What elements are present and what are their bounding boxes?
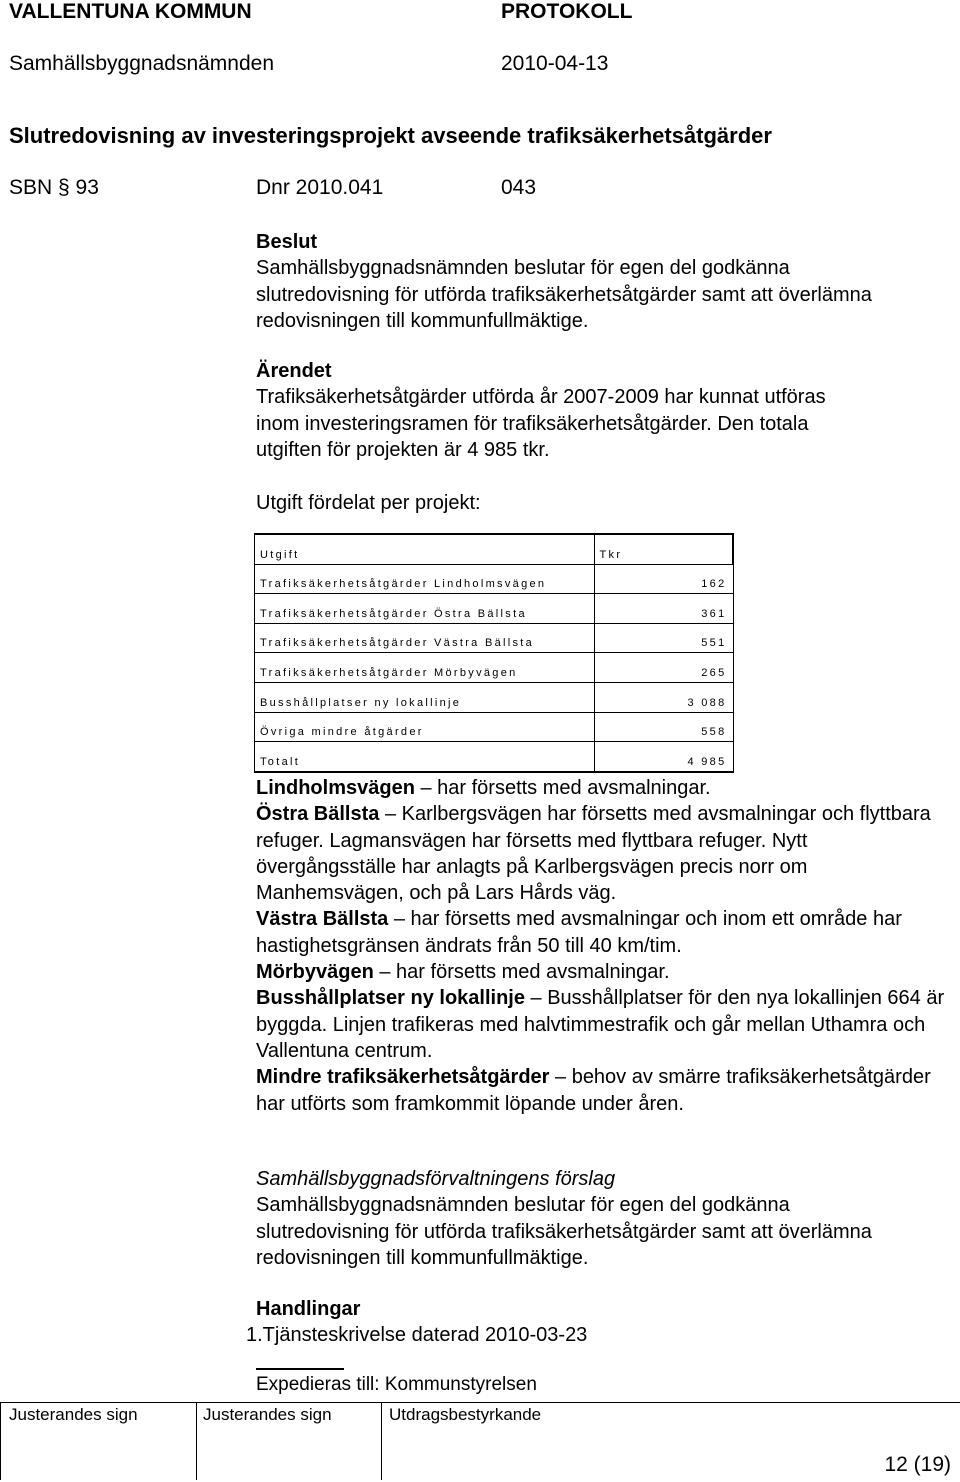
detail-title: Mörbyvägen — [256, 961, 374, 984]
forslag-line: redovisningen till kommunfullmäktige. — [256, 1246, 589, 1269]
detail-text: – Busshållplatser för den nya lokallinjen 664 är byggda. Linjen trafikeras med halvtimmestrafik och går mellan Uthamra och Vallentuna centrum. — [256, 987, 945, 1062]
forslag-heading: Samhällsbyggnadsförvaltningens förslag — [256, 1168, 616, 1190]
row-value: 551 — [594, 623, 733, 653]
footer-top-border — [0, 1402, 960, 1403]
row-value: 361 — [594, 594, 733, 624]
detail-title: Lindholmsvägen — [256, 777, 415, 799]
detail-paragraph — [256, 801, 946, 906]
row-value: 558 — [594, 712, 733, 742]
meeting-date: 2010-04-13 — [501, 52, 609, 75]
beslut-section — [256, 229, 956, 334]
page-number: 12 (19) — [884, 1453, 951, 1476]
forslag-line: slutredovisning för utförda trafiksäkerhetsåtgärder samt att överlämna — [256, 1220, 872, 1243]
detail-text: – har försetts med avsmalningar. — [373, 961, 670, 984]
table-header-row — [255, 534, 734, 564]
detail-paragraph — [256, 1064, 936, 1117]
arendet-line: inom investeringsramen för trafiksäkerhetsåtgärder. Den totala — [256, 412, 809, 435]
arendet-heading: Ärendet — [256, 360, 332, 382]
separator-line — [256, 1368, 344, 1370]
utdragsbestyrkande: Utdragsbestyrkande — [389, 1405, 542, 1424]
detail-paragraph — [256, 959, 956, 985]
row-value: 265 — [594, 653, 733, 683]
detail-text: – har försetts med avsmalningar och inom ett område har hastighetsgränsen ändrats från 50 till 40 km/tim. — [256, 908, 902, 957]
row-value: 162 — [594, 564, 733, 594]
detail-text: – Karlbergsvägen har försetts med avsmalningar och flyttbara refuger. Lagmansvägen har försetts med flyttbara refuger. Nytt övergångsställe har anlagts på Karlbergsvägen precis norr om Manhemsvägen, och på Lars Hårds väg. — [256, 803, 931, 905]
row-value: 3 088 — [594, 682, 733, 712]
beslut-line: slutredovisning för utförda trafiksäkerhetsåtgärder samt att överlämna — [256, 283, 872, 306]
detail-paragraph — [256, 775, 956, 801]
detail-paragraph — [256, 985, 956, 1064]
cost-table — [254, 533, 734, 773]
footer-divider — [0, 1402, 1, 1480]
arendet-section — [256, 358, 956, 463]
doc-type: PROTOKOLL — [501, 0, 633, 23]
row-label: Trafiksäkerhetsåtgärder Mörbyvägen — [255, 653, 595, 683]
board-name: Samhällsbyggnadsnämnden — [9, 52, 275, 75]
beslut-heading: Beslut — [256, 231, 318, 253]
total-value: 4 985 — [594, 742, 733, 772]
detail-title: Östra Bällsta — [256, 803, 380, 826]
page-title: Slutredovisning av investeringsprojekt avseende trafiksäkerhetsåtgärder — [9, 123, 772, 148]
row-label: Trafiksäkerhetsåtgärder Östra Bällsta — [255, 594, 595, 624]
detail-text: – behov av smärre trafiksäkerhetsåtgärder har utförts som framkommit löpande under åren. — [256, 1066, 931, 1115]
detail-title: Västra Bällsta — [256, 908, 389, 931]
expedieras-text: Expedieras till: Kommunstyrelsen — [256, 1374, 537, 1395]
arendet-line: Trafiksäkerhetsåtgärder utförda år 2007-2009 har kunnat utföras — [256, 386, 826, 409]
table-row — [255, 564, 734, 594]
detail-title: Busshållplatser ny lokallinje — [256, 987, 525, 1010]
header-utgift: Utgift — [255, 534, 595, 564]
table-total-row — [255, 742, 734, 772]
footer-divider — [196, 1402, 197, 1480]
beslut-line: redovisningen till kommunfullmäktige. — [256, 309, 589, 332]
forslag-section — [256, 1166, 956, 1271]
table-row — [255, 682, 734, 712]
header-tkr: Tkr — [594, 534, 733, 564]
detail-text: – har försetts med avsmalningar. — [414, 777, 711, 799]
forslag-line: Samhällsbyggnadsnämnden beslutar för egen del godkänna — [256, 1194, 790, 1217]
table-caption: Utgift fördelat per projekt: — [256, 492, 481, 514]
total-label: Totalt — [255, 742, 595, 772]
row-label: Trafiksäkerhetsåtgärder Västra Bällsta — [255, 623, 595, 653]
arendet-line: utgiften för projekten är 4 985 tkr. — [256, 438, 550, 461]
classification-code: 043 — [501, 176, 537, 199]
diary-number: Dnr 2010.041 — [256, 176, 384, 199]
table-row — [255, 653, 734, 683]
beslut-line: Samhällsbyggnadsnämnden beslutar för egen del godkänna — [256, 257, 790, 280]
paragraph-number: SBN § 93 — [9, 176, 99, 199]
table-row — [255, 594, 734, 624]
detail-title: Mindre trafiksäkerhetsåtgärder — [256, 1066, 550, 1089]
footer-divider — [381, 1402, 382, 1480]
row-label: Trafiksäkerhetsåtgärder Lindholmsvägen — [255, 564, 595, 594]
justerandes-sign-2: Justerandes sign — [203, 1405, 332, 1424]
detail-paragraph — [256, 906, 956, 959]
row-label: Busshållplatser ny lokallinje — [255, 682, 595, 712]
row-label: Övriga mindre åtgärder — [255, 712, 595, 742]
org-name: VALLENTUNA KOMMUN — [9, 0, 252, 23]
table-row — [255, 623, 734, 653]
justerandes-sign-1: Justerandes sign — [9, 1405, 138, 1424]
project-details — [256, 775, 956, 1117]
table-row — [255, 712, 734, 742]
handlingar-item: 1.Tjänsteskrivelse daterad 2010-03-23 — [246, 1324, 588, 1346]
handlingar-heading: Handlingar — [256, 1298, 361, 1320]
